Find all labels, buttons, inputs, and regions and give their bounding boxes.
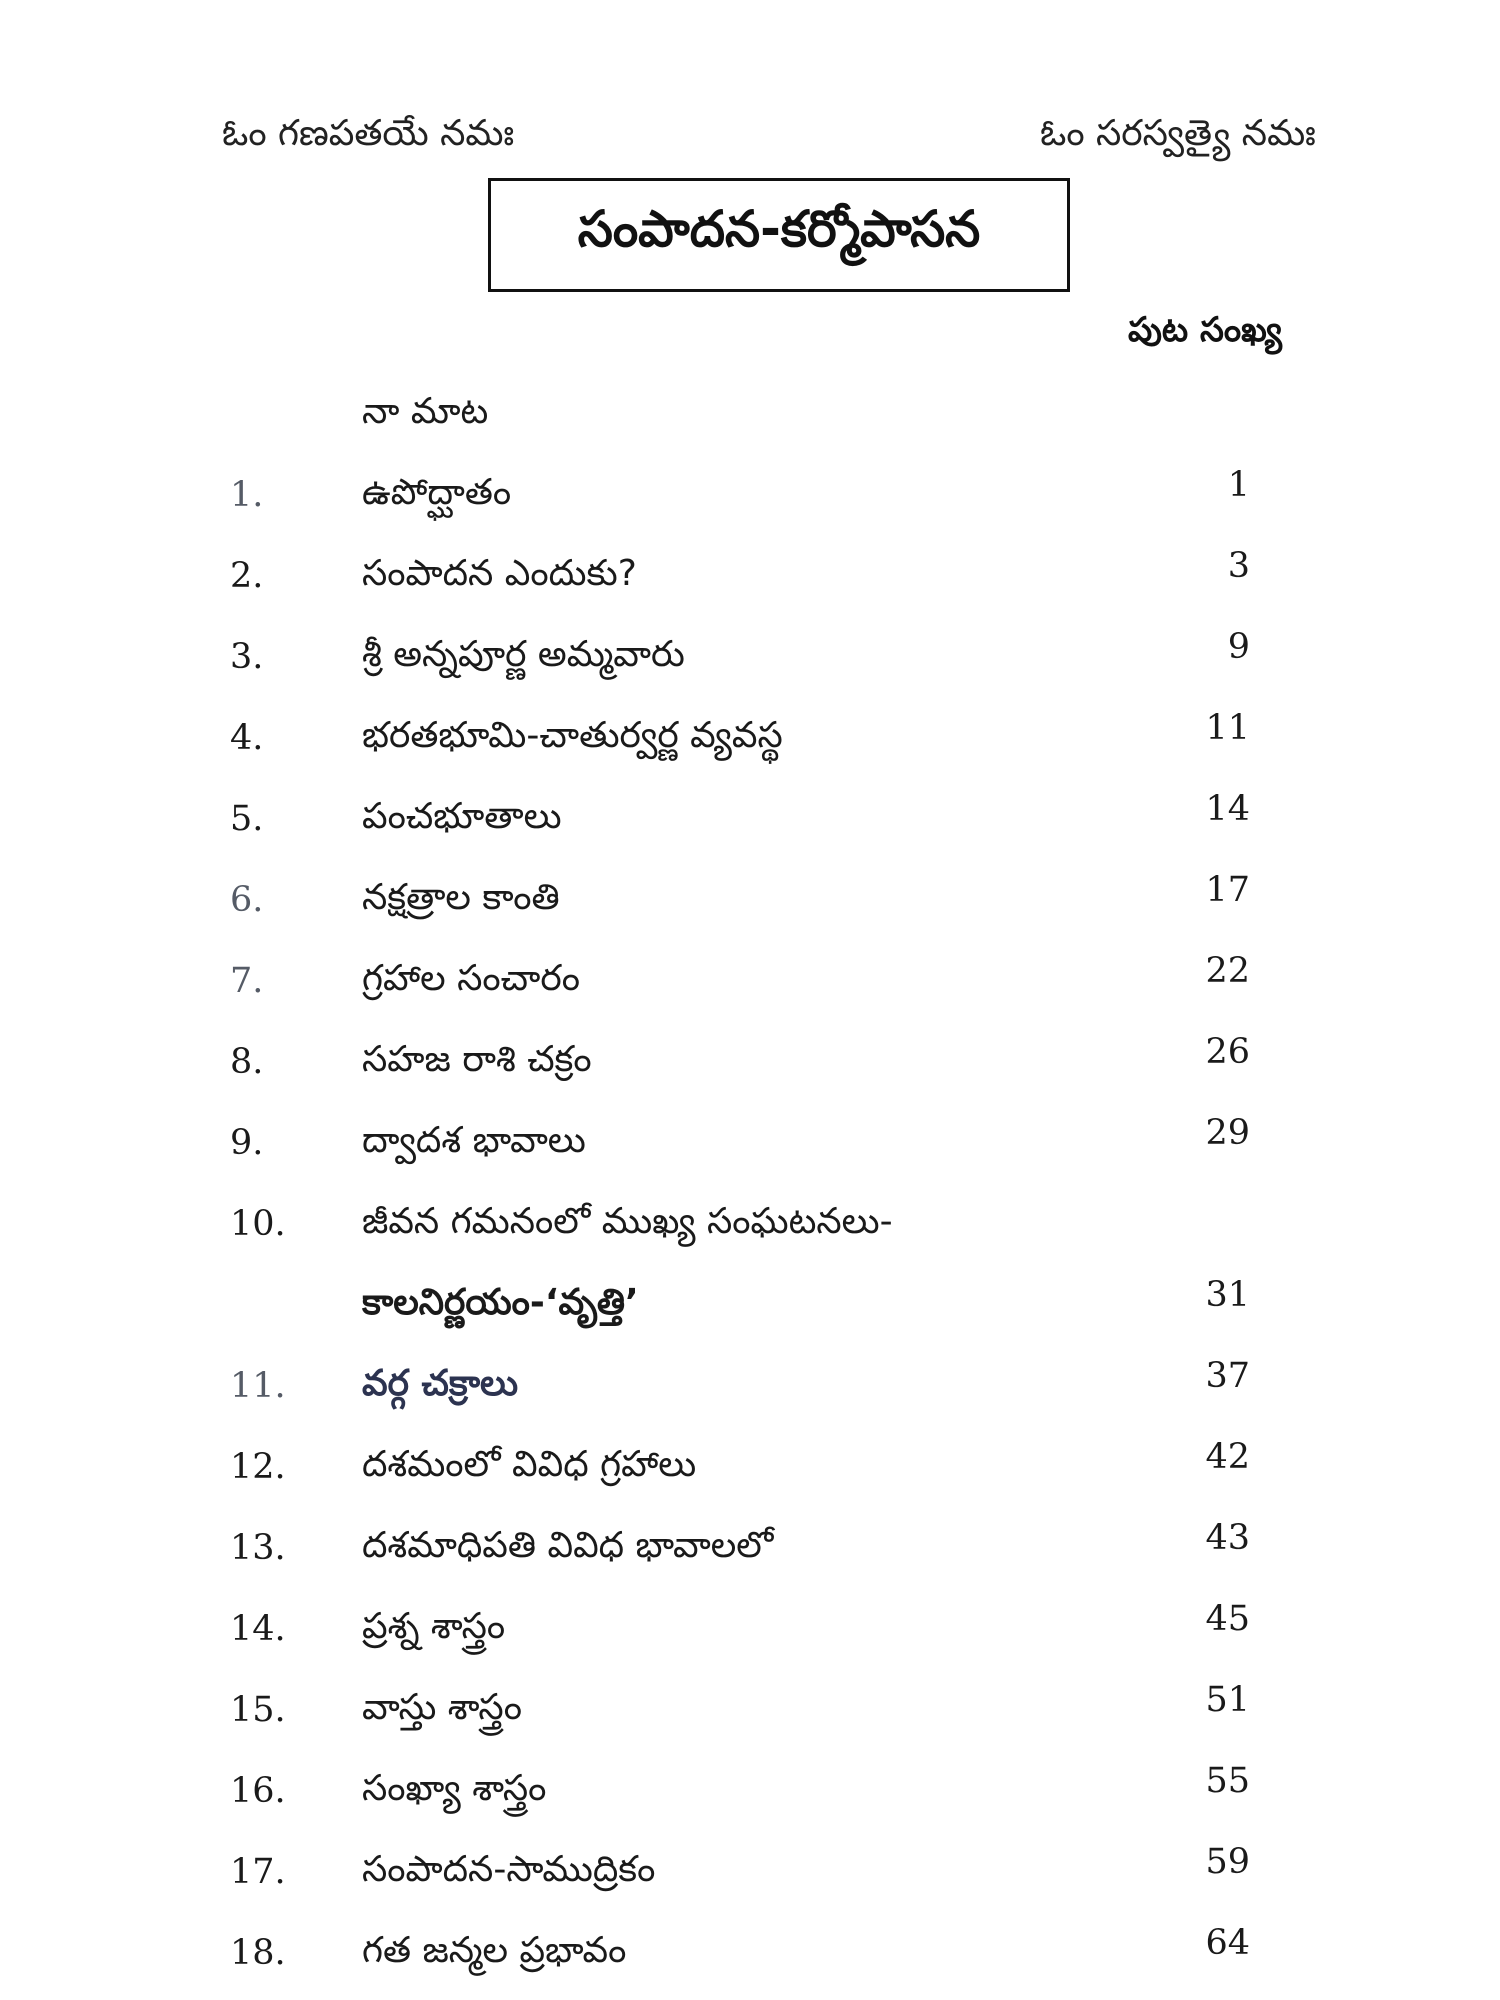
toc-number: 3. bbox=[230, 637, 264, 677]
toc-title: సంఖ్యా శాస్త్రం bbox=[362, 1768, 547, 1809]
toc-title: శ్రీ అన్నపూర్ణ అమ్మవారు bbox=[362, 634, 685, 675]
table-of-contents bbox=[0, 378, 1500, 1998]
toc-title: ఉపోద్ఘాతం bbox=[362, 472, 512, 513]
toc-page-number: 11 bbox=[1205, 708, 1250, 748]
toc-title: నక్షత్రాల కాంతి bbox=[362, 877, 560, 918]
toc-title: సంపాదన-సాముద్రికం bbox=[362, 1849, 656, 1890]
toc-page-number: 42 bbox=[1205, 1437, 1250, 1477]
toc-row bbox=[0, 621, 1500, 702]
toc-page-number: 9 bbox=[1227, 627, 1250, 667]
toc-page-number: 45 bbox=[1205, 1599, 1250, 1639]
toc-title: పంచభూతాలు bbox=[362, 796, 562, 837]
toc-number: 6. bbox=[230, 880, 264, 920]
toc-page-number: 31 bbox=[1205, 1275, 1250, 1315]
toc-title: నా మాట bbox=[362, 391, 489, 432]
toc-number: 8. bbox=[230, 1042, 264, 1082]
toc-row bbox=[0, 1755, 1500, 1836]
toc-number: 14. bbox=[230, 1609, 286, 1649]
toc-title: వాస్తు శాస్త్రం bbox=[362, 1687, 522, 1728]
toc-number: 11. bbox=[230, 1366, 286, 1406]
toc-row bbox=[0, 540, 1500, 621]
toc-title: గ్రహాల సంచారం bbox=[362, 958, 580, 999]
page-title: సంపాదన-కర్మోపాసన bbox=[488, 178, 1070, 292]
toc-number: 18. bbox=[230, 1933, 286, 1973]
toc-title: కాలనిర్ణయం-‘వృత్తి’ bbox=[362, 1282, 639, 1323]
page-number-heading: పుట సంఖ్య bbox=[1128, 310, 1282, 350]
toc-number: 10. bbox=[230, 1204, 286, 1244]
toc-page-number: 14 bbox=[1205, 789, 1250, 829]
toc-title: సంపాదన ఎందుకు? bbox=[362, 553, 637, 594]
toc-row bbox=[0, 1917, 1500, 1998]
toc-row bbox=[0, 945, 1500, 1026]
toc-page-number: 55 bbox=[1205, 1761, 1250, 1801]
toc-row bbox=[0, 1188, 1500, 1269]
toc-row bbox=[0, 1431, 1500, 1512]
toc-row bbox=[0, 1512, 1500, 1593]
toc-number: 4. bbox=[230, 718, 264, 758]
toc-row bbox=[0, 864, 1500, 945]
toc-row bbox=[0, 378, 1500, 459]
toc-title: సహజ రాశి చక్రం bbox=[362, 1039, 592, 1080]
toc-page-number: 51 bbox=[1205, 1680, 1250, 1720]
toc-row bbox=[0, 459, 1500, 540]
toc-title: గత జన్మల ప్రభావం bbox=[362, 1930, 627, 1971]
toc-title: దశమంలో వివిధ గ్రహాలు bbox=[362, 1444, 697, 1485]
toc-row bbox=[0, 1674, 1500, 1755]
toc-row bbox=[0, 1593, 1500, 1674]
toc-title: ద్వాదశ భావాలు bbox=[362, 1120, 586, 1161]
toc-page-number: 64 bbox=[1205, 1923, 1250, 1963]
toc-row bbox=[0, 1026, 1500, 1107]
toc-page-number: 29 bbox=[1205, 1113, 1250, 1153]
toc-page-number: 17 bbox=[1205, 870, 1250, 910]
toc-row bbox=[0, 702, 1500, 783]
toc-number: 15. bbox=[230, 1690, 286, 1730]
toc-page-number: 1 bbox=[1227, 465, 1250, 505]
toc-page-number: 3 bbox=[1227, 546, 1250, 586]
toc-title: వర్గ చక్రాలు bbox=[362, 1363, 519, 1404]
toc-number: 12. bbox=[230, 1447, 286, 1487]
toc-page-number: 26 bbox=[1205, 1032, 1250, 1072]
toc-number: 13. bbox=[230, 1528, 286, 1568]
toc-number: 17. bbox=[230, 1852, 286, 1892]
toc-row bbox=[0, 1107, 1500, 1188]
toc-row bbox=[0, 1269, 1500, 1350]
toc-title: ప్రశ్న శాస్త్రం bbox=[362, 1606, 506, 1647]
toc-number: 16. bbox=[230, 1771, 286, 1811]
toc-row bbox=[0, 783, 1500, 864]
toc-page-number: 22 bbox=[1205, 951, 1250, 991]
toc-page-number: 37 bbox=[1205, 1356, 1250, 1396]
invocation-left: ఓం గణపతయే నమః bbox=[222, 113, 515, 154]
toc-row bbox=[0, 1836, 1500, 1917]
toc-page-number: 43 bbox=[1205, 1518, 1250, 1558]
toc-title: జీవన గమనంలో ముఖ్య సంఘటనలు- bbox=[362, 1201, 893, 1242]
toc-page-number: 59 bbox=[1205, 1842, 1250, 1882]
invocation-right: ఓం సరస్వత్యై నమః bbox=[1040, 113, 1316, 154]
toc-row bbox=[0, 1350, 1500, 1431]
toc-number: 1. bbox=[230, 475, 264, 515]
toc-number: 7. bbox=[230, 961, 264, 1001]
toc-number: 2. bbox=[230, 556, 264, 596]
toc-title: దశమాధిపతి వివిధ భావాలలో bbox=[362, 1525, 774, 1566]
toc-title: భరతభూమి-చాతుర్వర్ణ వ్యవస్థ bbox=[362, 715, 783, 756]
toc-number: 9. bbox=[230, 1123, 264, 1163]
toc-number: 5. bbox=[230, 799, 264, 839]
